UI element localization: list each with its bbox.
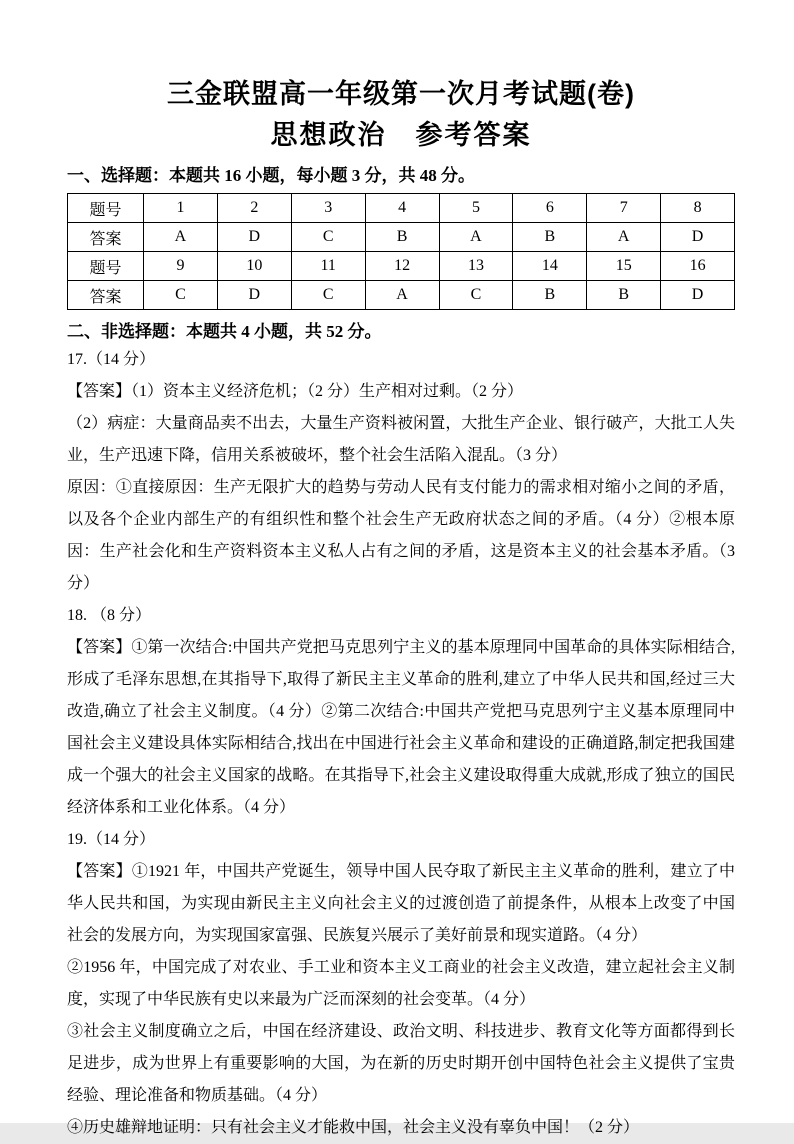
table-cell: C (144, 281, 218, 310)
table-cell: A (144, 223, 218, 252)
row-label: 题号 (68, 252, 144, 281)
table-cell: 3 (291, 194, 365, 223)
table-cell: A (587, 223, 661, 252)
answer-paragraph: ④历史雄辩地证明：只有社会主义才能救中国，社会主义没有辜负中国！（2 分） (67, 1119, 640, 1136)
table-cell: A (439, 223, 513, 252)
row-label: 答案 (68, 281, 144, 310)
table-cell: D (217, 223, 291, 252)
table-cell: B (513, 223, 587, 252)
table-cell: D (217, 281, 291, 310)
table-cell: C (439, 281, 513, 310)
row-label: 答案 (68, 223, 144, 252)
table-cell: 10 (217, 252, 291, 281)
table-cell: 5 (439, 194, 513, 223)
table-cell: C (291, 281, 365, 310)
table-cell: D (661, 223, 735, 252)
table-cell: 8 (661, 194, 735, 223)
table-row (68, 194, 735, 223)
section1-heading: 一、选择题：本题共 16 小题，每小题 3 分，共 48 分。 (67, 166, 475, 185)
table-cell: 12 (365, 252, 439, 281)
table-cell: 16 (661, 252, 735, 281)
question-18 (67, 600, 735, 824)
answer-paragraph: ②1956 年，中国完成了对农业、手工业和资本主义工商业的社会主义改造，建立起社会主义制度，实现了中华民族有史以来最为广泛而深刻的社会变革。（4 分） (67, 959, 735, 1008)
table-cell: 13 (439, 252, 513, 281)
table-cell: 9 (144, 252, 218, 281)
row-label: 题号 (68, 194, 144, 223)
table-cell: 4 (365, 194, 439, 223)
table-cell: 2 (217, 194, 291, 223)
table-row (68, 252, 735, 281)
section2-heading: 二、非选择题：本题共 4 小题，共 52 分。 (67, 322, 382, 341)
table-cell: B (513, 281, 587, 310)
answer-paragraph: 原因：①直接原因：生产无限扩大的趋势与劳动人民有支付能力的需求相对缩小之间的矛盾，以及各个企业内部生产的有组织性和整个社会生产无政府状态之间的矛盾。（4 分）②根本原因：生产社会化和生产资料资本主义私人占有之间的矛盾，这是资本主义的社会基本矛盾。（3 分） (67, 479, 735, 592)
answer-paragraph: 【答案】（1）资本主义经济危机；（2 分）生产相对过剩。（2 分） (67, 383, 524, 400)
question-19 (67, 824, 735, 1144)
document-title: 三金联盟高一年级第一次月考试题(卷) (167, 79, 635, 109)
table-cell: 15 (587, 252, 661, 281)
table-cell: 11 (291, 252, 365, 281)
table-cell: C (291, 223, 365, 252)
question-number: 18. （8 分） (67, 607, 152, 624)
table-cell: D (661, 281, 735, 310)
table-cell: 1 (144, 194, 218, 223)
answer-table (67, 193, 735, 310)
table-cell: 7 (587, 194, 661, 223)
table-cell: B (587, 281, 661, 310)
table-row (68, 281, 735, 310)
question-number: 17.（14 分） (67, 351, 156, 368)
answer-paragraph: 【答案】①1921 年，中国共产党诞生，领导中国人民夺取了新民主主义革命的胜利，建立了中华人民共和国，为实现由新民主主义向社会主义的过渡创造了前提条件，从根本上改变了中国社会的发展方向，为实现国家富强、民族复兴展示了美好前景和现实道路。（4 分） (67, 863, 735, 944)
answer-paragraph: 【答案】①第一次结合:中国共产党把马克思列宁主义的基本原理同中国革命的具体实际相结合,形成了毛泽东思想,在其指导下,取得了新民主主义革命的胜利,建立了中华人民共和国,经过三大改造,确立了社会主义制度。（4 分）②第二次结合:中国共产党把马克思列宁主义基本原理同中国社会主义建设具体实际相结合,找出在中国进行社会主义革命和建设的正确道路,制定把我国建成一个强大的社会主义国家的战略。在其指导下,社会主义建设取得重大成就,形成了独立的国民经济体系和工业化体系。（4 分） (67, 639, 735, 816)
question-17 (67, 344, 735, 600)
document-subtitle: 思想政治 参考答案 (270, 120, 532, 150)
answer-paragraph: ③社会主义制度确立之后，中国在经济建设、政治文明、科技进步、教育文化等方面都得到长足进步，成为世界上有重要影响的大国，为在新的历史时期开创中国特色社会主义提供了宝贵经验、理论准备和物质基础。（4 分） (67, 1023, 735, 1104)
answer-paragraph: （2）病症：大量商品卖不出去，大量生产资料被闲置，大批生产企业、银行破产，大批工人失业，生产迅速下降，信用关系被破坏，整个社会生活陷入混乱。（3 分） (67, 415, 735, 464)
table-row (68, 223, 735, 252)
question-number: 19.（14 分） (67, 831, 156, 848)
table-cell: A (365, 281, 439, 310)
table-cell: 14 (513, 252, 587, 281)
table-cell: B (365, 223, 439, 252)
table-cell: 6 (513, 194, 587, 223)
